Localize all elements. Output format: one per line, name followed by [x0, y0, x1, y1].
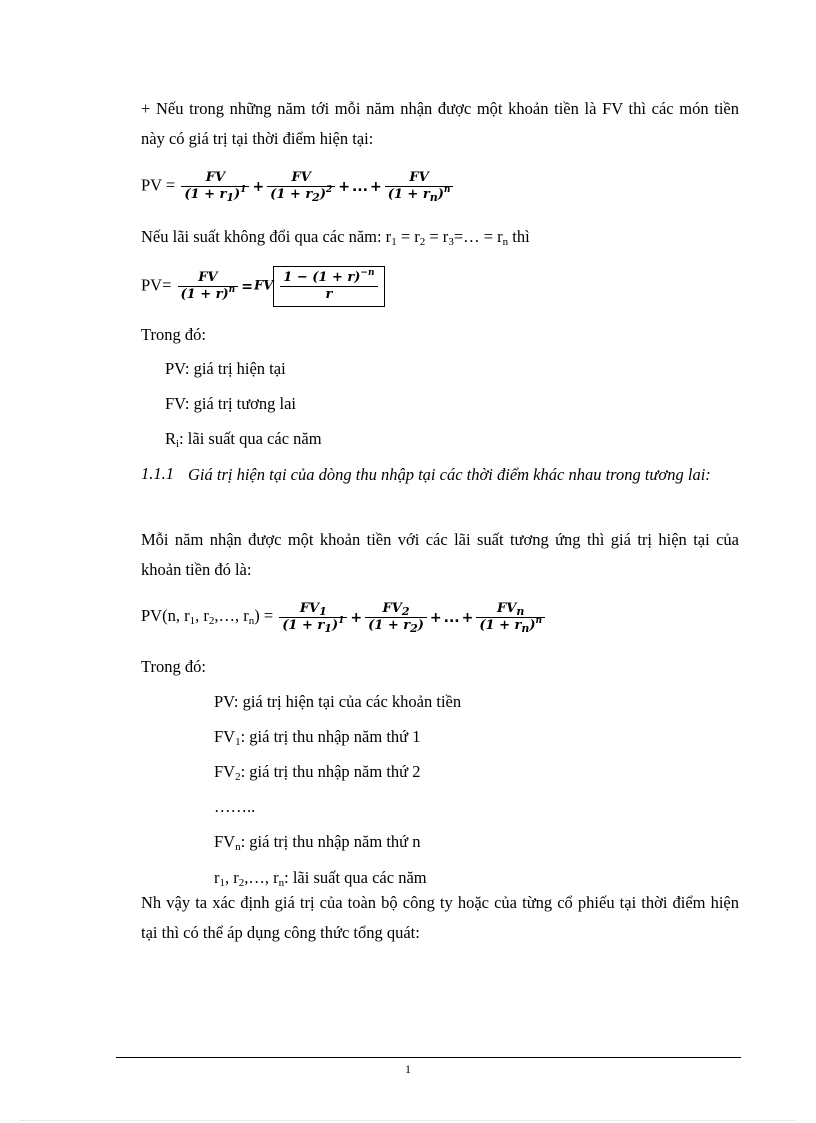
equals-sign: = — [241, 278, 253, 295]
footer-divider — [116, 1057, 741, 1058]
formula-pv-sum — [141, 170, 455, 203]
ellipsis: ... — [443, 609, 460, 626]
plus-sign: + — [338, 178, 350, 195]
definition-fv2: $FV_2$: giá trị thu nhập năm thứ 2 — [214, 762, 421, 783]
formula-lhs: PV = — [141, 175, 176, 195]
definition-fv: FV: giá trị tương lai — [165, 394, 297, 413]
fraction-term-2 — [267, 170, 335, 203]
definition-fv1: $FV_1$: giá trị thu nhập năm thứ 1 — [214, 727, 421, 748]
paragraph-intro: + Nếu trong những năm tới mỗi năm nhận được một khoản tiền là FV thì các món tiền này có giá trị tại thời điểm hiện tại: — [141, 99, 739, 148]
fraction-denominator: $(1 + r_2)^2$ — [267, 186, 335, 203]
formula-pv-stream — [141, 601, 547, 634]
definition-rates: $r_1$, $r_2,\dots$, $r_n$: lãi suất qua các năm — [214, 868, 427, 889]
ellipsis: ... — [351, 178, 368, 195]
plus-sign: + — [429, 609, 442, 626]
plus-sign: + — [369, 178, 382, 195]
formula-lhs: PV(n, $r_1$, $r_2,\dots$, $r_n$) = — [141, 606, 274, 628]
fraction-term-1 — [181, 170, 249, 203]
section-heading-number: 1.1.1 — [141, 464, 174, 483]
section-heading-title: Giá trị hiện tại của dòng thu nhập tại các thời điểm khác nhau trong tương lai: — [188, 465, 711, 484]
fraction-term-n — [385, 170, 454, 203]
trong-do-label: Trong đó: — [141, 325, 206, 344]
page-number: 1 — [405, 1062, 411, 1076]
paragraph-varying-rates: Mỗi năm nhận được một khoản tiền với các lãi suất tương ứng thì giá trị hiện tại của khoản tiền đó là: — [141, 530, 739, 579]
fraction-numerator: FV — [409, 170, 429, 185]
definition-pv: PV: giá trị hiện tại — [165, 359, 286, 378]
formula-lhs: PV= — [141, 275, 172, 295]
fraction-main: $\frac{FV}{(1 + r)^n}$ — [178, 270, 239, 303]
fraction-term-1: $\frac{FV_1}{(1 + r_1)^1}$ — [279, 601, 347, 634]
plus-sign: + — [350, 609, 363, 626]
plus-sign: + — [461, 609, 474, 626]
fraction-term-n: $\frac{FV_n}{(1 + r_n)^n}$ — [476, 601, 545, 634]
formula-pv-annuity — [141, 266, 385, 307]
fv-factor: FV — [253, 278, 274, 294]
definition-ellipsis: …….. — [214, 797, 256, 816]
fraction-numerator: FV — [205, 170, 226, 185]
trong-do-label-2: Trong đó: — [141, 657, 206, 676]
page-edge-marker — [20, 1120, 796, 1121]
fraction-denominator: $(1 + r_1)^1$ — [181, 186, 249, 203]
fraction-denominator: $(1 + r_n)^n$ — [385, 186, 454, 203]
paragraph-conclusion: Nh vậy ta xác định giá trị của toàn bộ công ty hoặc của từng cổ phiếu tại thời điểm hiện tại thì có thể áp dụng công thức tổng quát: — [141, 893, 739, 942]
fraction-numerator: FV — [291, 170, 311, 185]
fraction-inner: $\frac{1 - (1 + r)^{-n}}{r}$ — [280, 270, 377, 303]
bracket-group — [273, 266, 384, 307]
paragraph-constant-rate: Nếu lãi suất không đổi qua các năm: $r_1 = r_2$ = $r_3=\dots = r_n$ thì — [141, 227, 530, 248]
definition-r: $R_i$: lãi suất qua các năm — [165, 429, 322, 450]
plus-sign: + — [252, 178, 265, 195]
definition-pv-total: PV: giá trị hiện tại của các khoản tiền — [214, 692, 462, 711]
fraction-term-2: $\frac{FV_2}{(1 + r_2)}$ — [365, 601, 427, 634]
definition-fvn: $FV_n$: giá trị thu nhập năm thứ n — [214, 832, 421, 853]
